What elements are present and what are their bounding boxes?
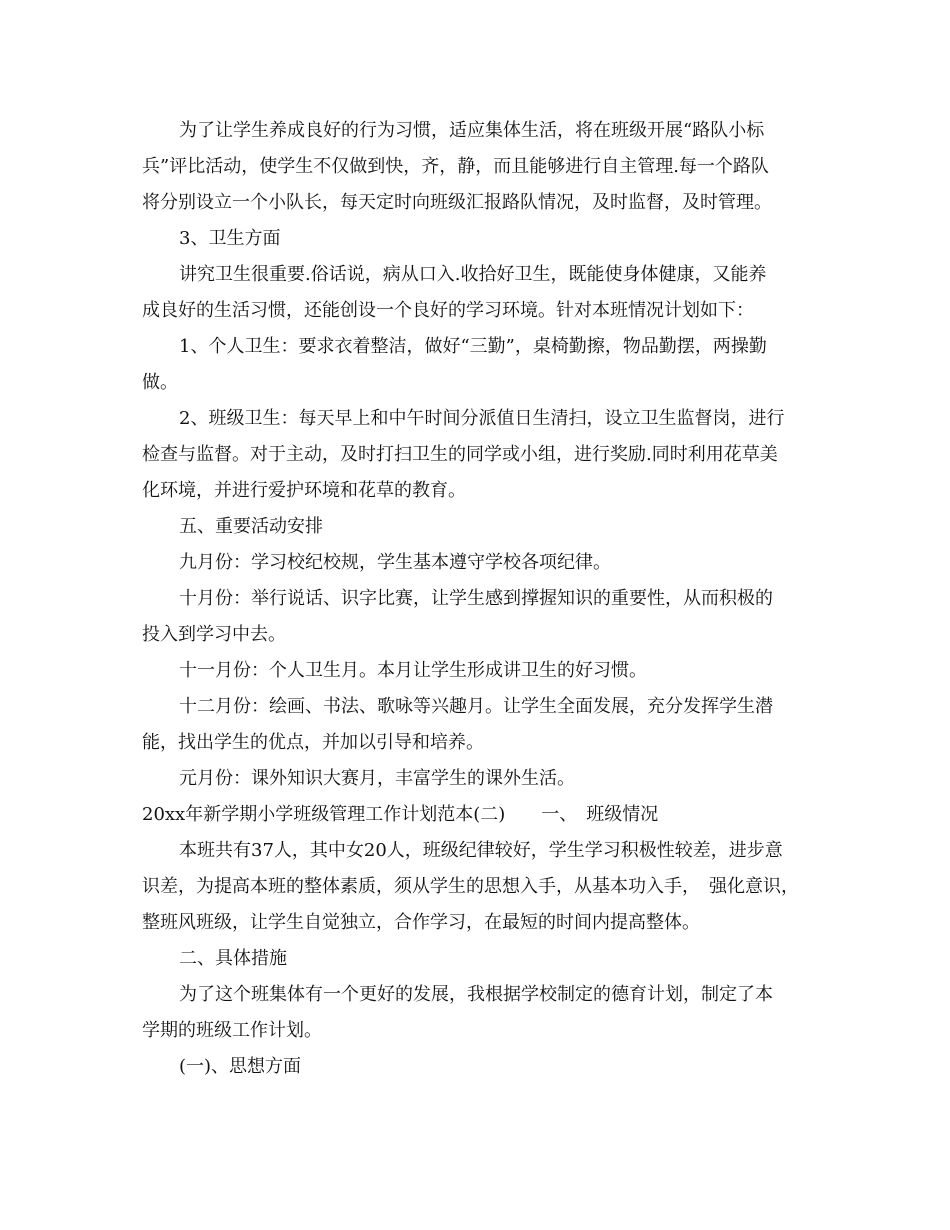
paragraph-line: 为了让学生养成良好的行为习惯，适应集体生活，将在班级开展“路队小标	[179, 120, 765, 141]
section-heading: 3、卫生方面	[179, 228, 281, 249]
paragraph-line: 讲究卫生很重要.俗话说，病从口入.收拾好卫生，既能使身体健康，又能养	[179, 264, 767, 285]
paragraph-line: 能，找出学生的优点，并加以引导和培养。	[142, 732, 484, 753]
paragraph-line: 为了这个班集体有一个更好的发展，我根据学校制定的德育计划，制定了本	[179, 984, 773, 1005]
document-title-line: 20xx年新学期小学班级管理工作计划范本(二) 一、 班级情况	[142, 804, 659, 825]
section-heading: 五、重要活动安排	[179, 516, 323, 537]
paragraph-line: 整班风班级，让学生自觉独立，合作学习，在最短的时间内提高整体。	[142, 912, 700, 933]
paragraph-line: 元月份：课外知识大赛月，丰富学生的课外生活。	[179, 768, 575, 789]
paragraph-line: 将分别设立一个小队长，每天定时向班级汇报路队情况，及时监督，及时管理。	[142, 192, 772, 213]
paragraph-line: 本班共有37人，其中女20人，班级纪律较好，学生学习积极性较差，进步意	[179, 840, 783, 861]
paragraph-line: 九月份：学习校纪校规，学生基本遵守学校各项纪律。	[179, 552, 611, 573]
paragraph-line: 投入到学习中去。	[142, 624, 286, 645]
document-body	[142, 113, 814, 1085]
paragraph-line: 1、个人卫生：要求衣着整洁，做好“三勤”，桌椅勤擦，物品勤摆，两操勤	[179, 336, 767, 357]
paragraph-line: 成良好的生活习惯，还能创设一个良好的学习环境。针对本班情况计划如下：	[142, 300, 754, 321]
paragraph-line: 2、班级卫生：每天早上和中午时间分派值日生清扫，设立卫生监督岗，进行	[179, 408, 785, 429]
section-heading: (一)、思想方面	[179, 1056, 302, 1077]
paragraph-line: 十一月份：个人卫生月。本月让学生形成讲卫生的好习惯。	[179, 660, 647, 681]
paragraph-line: 做。	[142, 372, 178, 393]
paragraph-line: 化环境，并进行爱护环境和花草的教育。	[142, 480, 466, 501]
paragraph-line: 十月份：举行说话、识字比赛，让学生感到撑握知识的重要性，从而积极的	[179, 588, 773, 609]
paragraph-line: 兵”评比活动，使学生不仅做到快，齐，静，而且能够进行自主管理.每一个路队	[142, 156, 769, 177]
paragraph-line: 学期的班级工作计划。	[142, 1020, 322, 1041]
paragraph-line: 识差，为提高本班的整体素质，须从学生的思想入手，从基本功入手， 强化意识，	[142, 876, 799, 897]
section-heading: 二、具体措施	[179, 948, 287, 969]
paragraph-line: 检查与监督。对于主动，及时打扫卫生的同学或小组，进行奖励.同时利用花草美	[142, 444, 778, 465]
paragraph-line: 十二月份：绘画、书法、歌咏等兴趣月。让学生全面发展，充分发挥学生潜	[179, 696, 773, 717]
